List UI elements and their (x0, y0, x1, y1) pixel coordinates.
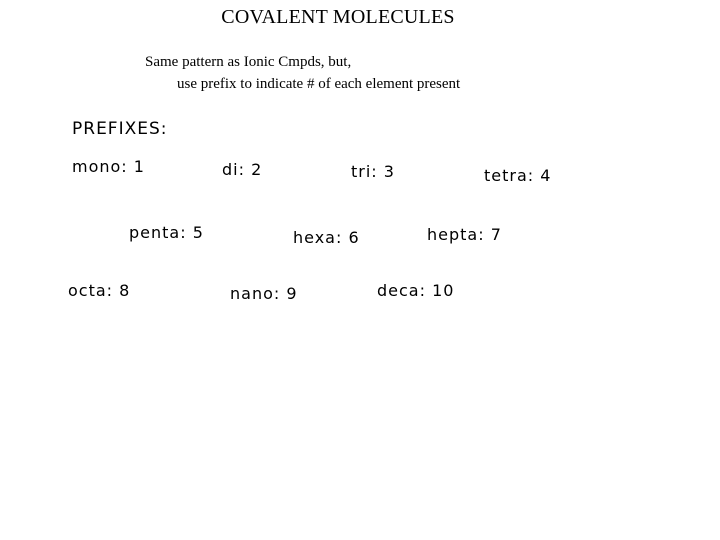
prefix-octa: octa: 8 (68, 281, 131, 300)
prefix-hexa: hexa: 6 (293, 228, 360, 247)
prefix-penta: penta: 5 (129, 223, 204, 242)
prefix-di: di: 2 (222, 160, 263, 179)
prefixes-heading: PREFIXES: (72, 119, 168, 139)
prefix-nano: nano: 9 (230, 284, 298, 303)
prefix-hepta: hepta: 7 (427, 225, 502, 244)
subtitle-line-2: use prefix to indicate # of each element present (177, 76, 461, 92)
prefix-mono: mono: 1 (72, 157, 145, 176)
prefix-tetra: tetra: 4 (484, 166, 552, 185)
prefix-tri: tri: 3 (351, 162, 395, 181)
subtitle-line-1: Same pattern as Ionic Cmpds, but, (145, 54, 352, 70)
prefix-deca: deca: 10 (377, 281, 455, 300)
slide-title: COVALENT MOLECULES (221, 6, 455, 28)
